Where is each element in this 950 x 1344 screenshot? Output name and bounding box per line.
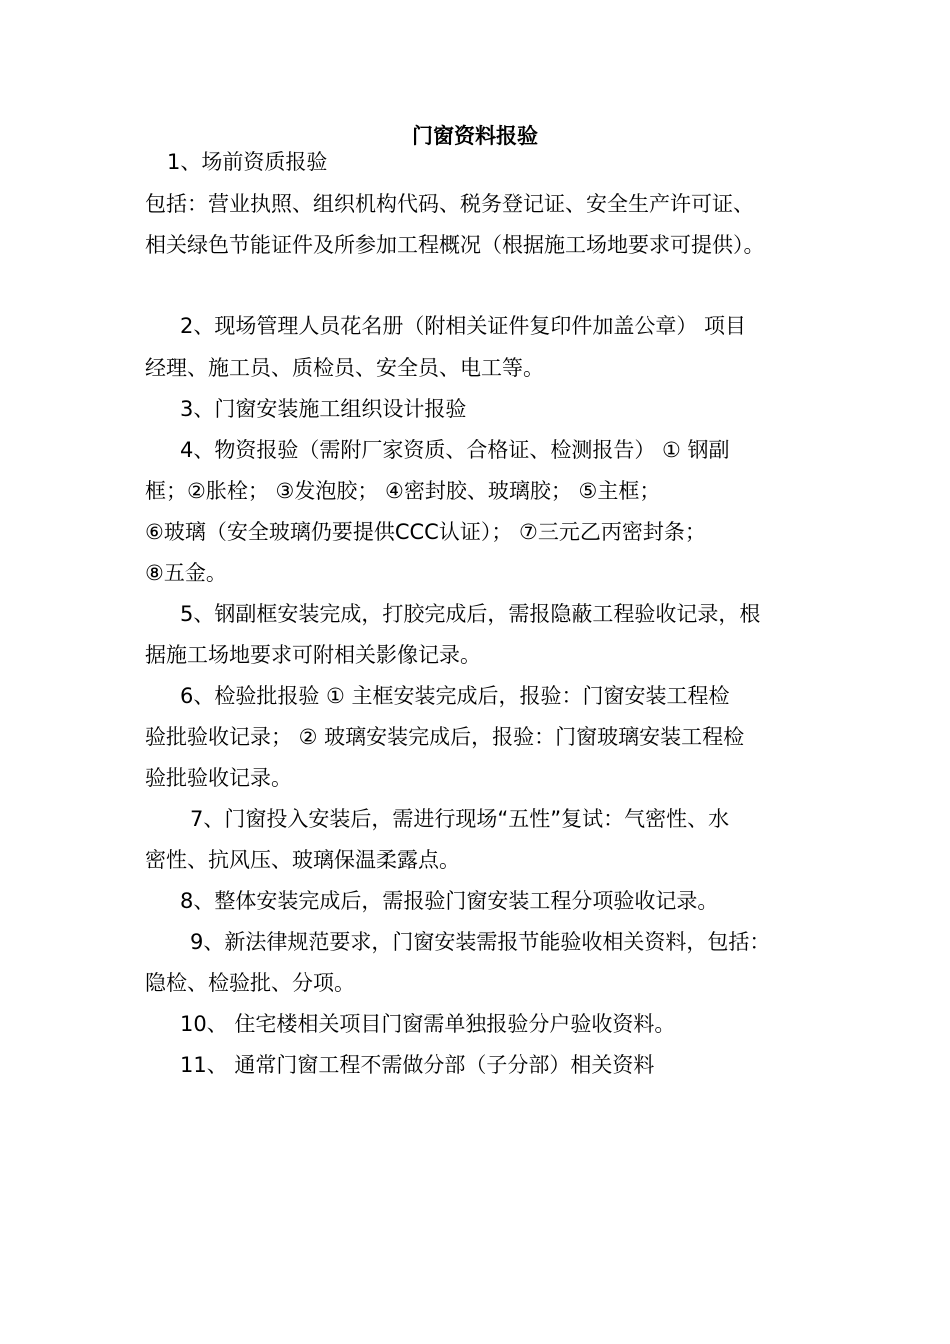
item-5-line-1: 5、钢副框安装完成，打胶完成后，需报隐蔽工程验收记录，根 [180, 602, 761, 626]
item-7-line-2: 密性、抗风压、玻璃保温柔露点。 [145, 848, 460, 872]
item-2-line-1: 2、现场管理人员花名册（附相关证件复印件加盖公章） 项目 [180, 314, 747, 338]
item-11-line-1: 11、 通常门窗工程不需做分部（子分部）相关资料 [180, 1053, 655, 1077]
item-10-line-1: 10、 住宅楼相关项目门窗需单独报验分户验收资料。 [180, 1012, 676, 1036]
item-7-line-1: 7、门窗投入安装后，需进行现场“五性”复试：气密性、水 [190, 807, 730, 831]
item-6-line-2: 验批验收记录； ② 玻璃安装完成后，报验：门窗玻璃安装工程检 [145, 725, 745, 749]
item-9-line-1: 9、新法律规范要求，门窗安装需报节能验收相关资料，包括： [190, 930, 771, 954]
item-4-line-4: ⑧五金。 [145, 561, 227, 585]
item-6-line-1: 6、检验批报验 ① 主框安装完成后，报验：门窗安装工程检 [180, 684, 730, 708]
item-6-line-3: 验批验收记录。 [145, 766, 292, 790]
item-3-line-1: 3、门窗安装施工组织设计报验 [180, 397, 467, 421]
item-1-line-3: 相关绿色节能证件及所参加工程概况（根据施工场地要求可提供）。 [145, 233, 765, 257]
item-1-line-2: 包括：营业执照、组织机构代码、税务登记证、安全生产许可证、 [145, 192, 754, 216]
document-title: 门窗资料报验 [412, 124, 538, 148]
item-9-line-2: 隐检、检验批、分项。 [145, 971, 355, 995]
item-4-line-2: 框；②胀栓； ③发泡胶； ④密封胶、玻璃胶； ⑤主框； [145, 479, 661, 503]
item-1-line-1: 1、场前资质报验 [167, 150, 328, 174]
item-5-line-2: 据施工场地要求可附相关影像记录。 [145, 643, 481, 667]
item-4-line-3: ⑥玻璃（安全玻璃仍要提供CCC认证）； ⑦三元乙丙密封条； [145, 520, 706, 544]
item-4-line-1: 4、物资报验（需附厂家资质、合格证、检测报告） ① 钢副 [180, 438, 730, 462]
item-2-line-2: 经理、施工员、质检员、安全员、电工等。 [145, 356, 544, 380]
item-8-line-1: 8、整体安装完成后，需报验门窗安装工程分项验收记录。 [180, 889, 719, 913]
